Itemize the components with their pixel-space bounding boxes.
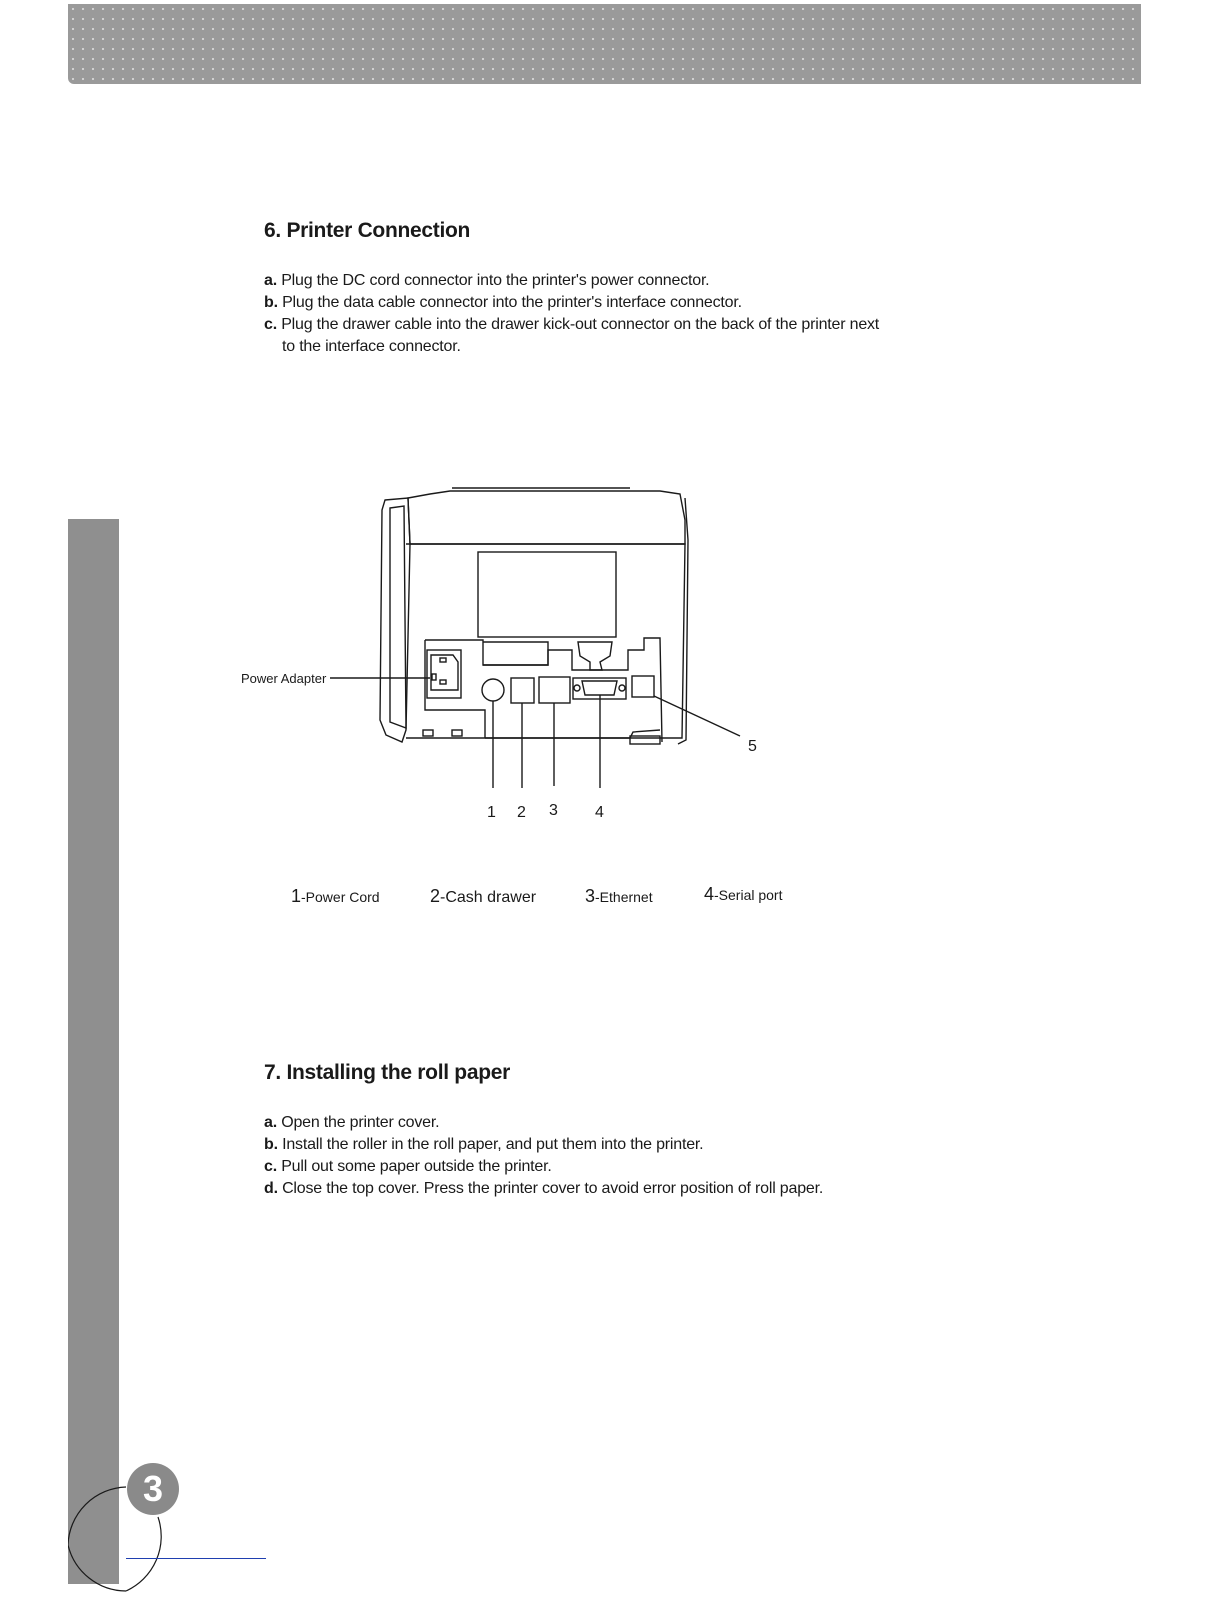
list-item: c. Pull out some paper outside the printer. [264, 1158, 552, 1175]
callout-3: 3 [549, 802, 558, 819]
callout-4: 4 [595, 804, 604, 821]
section-title-roll-paper: 7. Installing the roll paper [264, 1061, 510, 1084]
page-number: 3 [127, 1463, 179, 1515]
power-adapter-label: Power Adapter [241, 671, 327, 686]
legend-ethernet: 3-Ethernet [585, 886, 653, 906]
list-item: b. Install the roller in the roll paper, and put them into the printer. [264, 1136, 704, 1153]
printer-rear-diagram [230, 480, 790, 840]
list-item: a. Plug the DC cord connector into the printer's power connector. [264, 272, 710, 289]
ethernet-port [539, 677, 570, 703]
cash-drawer-port [511, 678, 534, 703]
list-item: a. Open the printer cover. [264, 1114, 440, 1131]
power-cord-port [482, 679, 504, 701]
list-item: c. Plug the drawer cable into the drawer kick-out connector on the back of the printer next to the interface connector. [264, 316, 880, 355]
header-band [68, 4, 1141, 84]
printer-lid [408, 491, 685, 544]
center-notch [578, 642, 612, 670]
list-item: b. Plug the data cable connector into the printer's interface connector. [264, 294, 742, 311]
port-5 [632, 676, 654, 697]
legend-serial-port: 4-Serial port [704, 884, 783, 904]
serial-port [582, 681, 617, 695]
callout-2: 2 [517, 804, 526, 821]
connection-steps [264, 270, 884, 358]
list-item: d. Close the top cover. Press the printer cover to avoid error position of roll paper. [264, 1180, 824, 1197]
side-bar [68, 519, 119, 1584]
roll-paper-steps [264, 1112, 884, 1200]
legend-cash-drawer: 2-Cash drawer [430, 886, 537, 906]
label-area [478, 552, 616, 637]
page-underline [126, 1558, 266, 1559]
legend-power-cord: 1-Power Cord [291, 886, 380, 906]
section-title-printer-connection: 6. Printer Connection [264, 219, 471, 242]
callout-1: 1 [487, 804, 496, 821]
callout-5: 5 [748, 738, 757, 755]
